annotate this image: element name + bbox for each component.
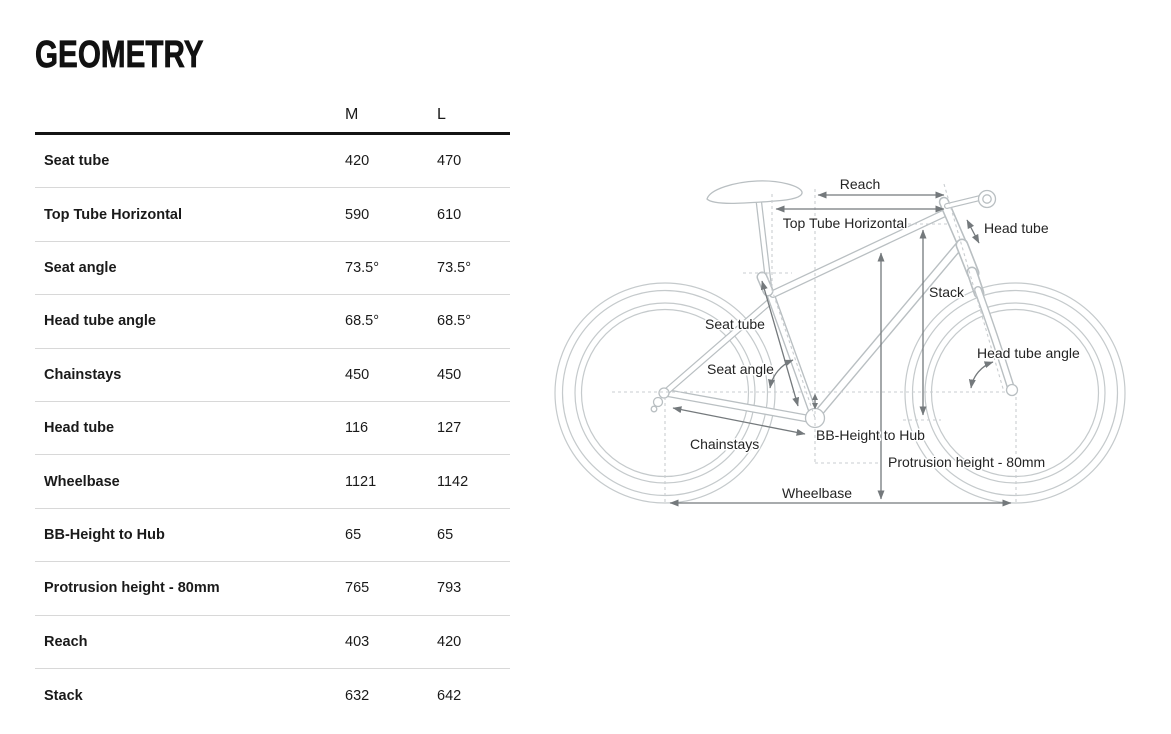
rear-hub (659, 388, 669, 398)
protrusion-label: Protrusion height - 80mm (888, 454, 1046, 470)
value-m: 73.5° (345, 259, 380, 276)
row-label: Chainstays (44, 366, 122, 383)
rear-derailleur (654, 398, 663, 407)
value-l: 420 (437, 633, 462, 650)
top-tube-horizontal-label: Top Tube Horizontal (782, 215, 908, 231)
value-l: 65 (437, 526, 454, 543)
value-m: 116 (345, 420, 369, 437)
bb-height-label: BB-Height to Hub (816, 427, 925, 443)
geometry-table (35, 88, 510, 722)
head-tube-arrow (967, 220, 979, 243)
value-m: 765 (345, 580, 370, 597)
row-label: Stack (44, 687, 83, 704)
table-header (35, 88, 510, 135)
value-l: 610 (437, 206, 462, 223)
row-label: Wheelbase (44, 473, 120, 490)
value-l: 470 (437, 153, 462, 170)
value-m: 590 (345, 206, 370, 223)
value-m: 65 (345, 526, 362, 543)
value-m: 420 (345, 153, 370, 170)
bike-geometry-diagram (550, 150, 1171, 560)
head-tube-angle-label: Head tube angle (977, 345, 1080, 361)
table-row (35, 135, 510, 188)
bike-frame (667, 198, 1011, 419)
value-l: 450 (437, 366, 462, 383)
handlebar-grip-inner (983, 195, 991, 203)
stack-label: Stack (929, 284, 965, 300)
column-header-m: M (345, 106, 359, 123)
head-tube-angle-arc (971, 362, 993, 388)
value-m: 68.5° (345, 313, 380, 330)
table-row (35, 349, 510, 402)
value-l: 793 (437, 580, 462, 597)
seat-tube-label: Seat tube (705, 316, 765, 332)
table-row (35, 616, 510, 669)
value-l: 642 (437, 687, 462, 704)
chainstays-label: Chainstays (690, 436, 760, 452)
table-body (35, 135, 510, 722)
page-title: GEOMETRY (35, 34, 204, 76)
row-label: Seat angle (44, 259, 117, 276)
row-label: Top Tube Horizontal (44, 206, 182, 223)
front-dropout (1007, 385, 1018, 396)
table-row (35, 188, 510, 241)
value-l: 1142 (437, 473, 469, 490)
row-label: Head tube angle (44, 313, 156, 330)
table-row (35, 669, 510, 722)
value-m: 403 (345, 633, 370, 650)
seat-angle-label: Seat angle (707, 361, 774, 377)
row-label: BB-Height to Hub (44, 526, 165, 543)
table-row (35, 562, 510, 615)
value-m: 450 (345, 366, 370, 383)
value-m: 632 (345, 687, 370, 704)
head-tube-label: Head tube (984, 220, 1049, 236)
value-l: 127 (437, 420, 462, 437)
table-row (35, 295, 510, 348)
saddle (707, 181, 802, 203)
row-label: Head tube (44, 420, 115, 437)
row-label: Reach (44, 633, 88, 650)
rear-derailleur-pulley (651, 406, 657, 412)
value-m: 1121 (345, 473, 377, 490)
value-l: 73.5° (437, 259, 472, 276)
column-header-l: L (437, 106, 446, 123)
row-label: Seat tube (44, 153, 110, 170)
bb-height-arrowhead-up (812, 394, 818, 401)
table-row (35, 242, 510, 295)
reach-label: Reach (839, 176, 881, 192)
row-label: Protrusion height - 80mm (44, 580, 220, 597)
value-l: 68.5° (437, 313, 472, 330)
wheelbase-label: Wheelbase (782, 485, 853, 501)
table-row (35, 455, 510, 508)
table-row (35, 509, 510, 562)
table-row (35, 402, 510, 455)
